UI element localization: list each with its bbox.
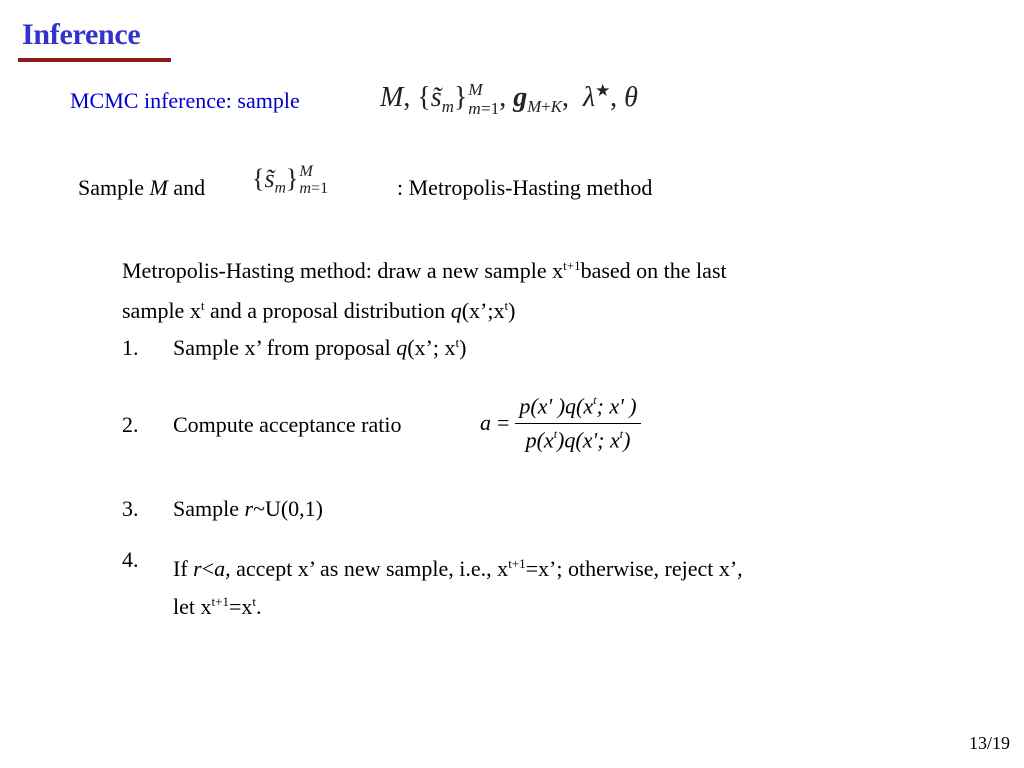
step-4-text: If r<a, accept x’ as new sample, i.e., $x^{t+1}=x$’; otherwise, reject x’, let $x^{t+1}=x^t$. bbox=[173, 555, 743, 619]
page-number: 13/19 bbox=[968, 733, 1010, 753]
step-2-number: 2. bbox=[122, 412, 139, 437]
title-underline bbox=[18, 58, 171, 62]
acceptance-ratio-formula: a = p(x' )$q(x^t$; x' ) $p(x^t)q(x'$; $x^t$) bbox=[480, 393, 641, 454]
step-3-text: Sample r~U(0,1) bbox=[173, 496, 324, 521]
step-1-text: Sample x’ from proposal q(x’; $x^t$) bbox=[173, 335, 467, 360]
step-1-number: 1. bbox=[122, 335, 139, 360]
step-4-number: 4. bbox=[122, 547, 139, 572]
sample-m-line: Sample M and bbox=[78, 175, 206, 200]
slide-title: Inference bbox=[22, 18, 141, 51]
step-2-text: Compute acceptance ratio bbox=[173, 412, 402, 437]
subtitle: MCMC inference: sample bbox=[70, 88, 300, 113]
sampled-variables-formula: M, $\{s̃_m\}$ M m=1 , $g_{M+K}$, λ★, θ bbox=[380, 80, 638, 118]
mh-method-label: : Metropolis-Hasting method bbox=[397, 175, 653, 200]
mh-description: Metropolis-Hasting method: draw a new sample $x^{t+1}based$ on the last sample $x^t$ and a proposal distribution $q(x’;x^t)$ bbox=[122, 257, 727, 323]
step-3-number: 3. bbox=[122, 496, 139, 521]
s-tilde-set-formula: $\{s̃_m\}$ M m=1 bbox=[252, 163, 329, 198]
